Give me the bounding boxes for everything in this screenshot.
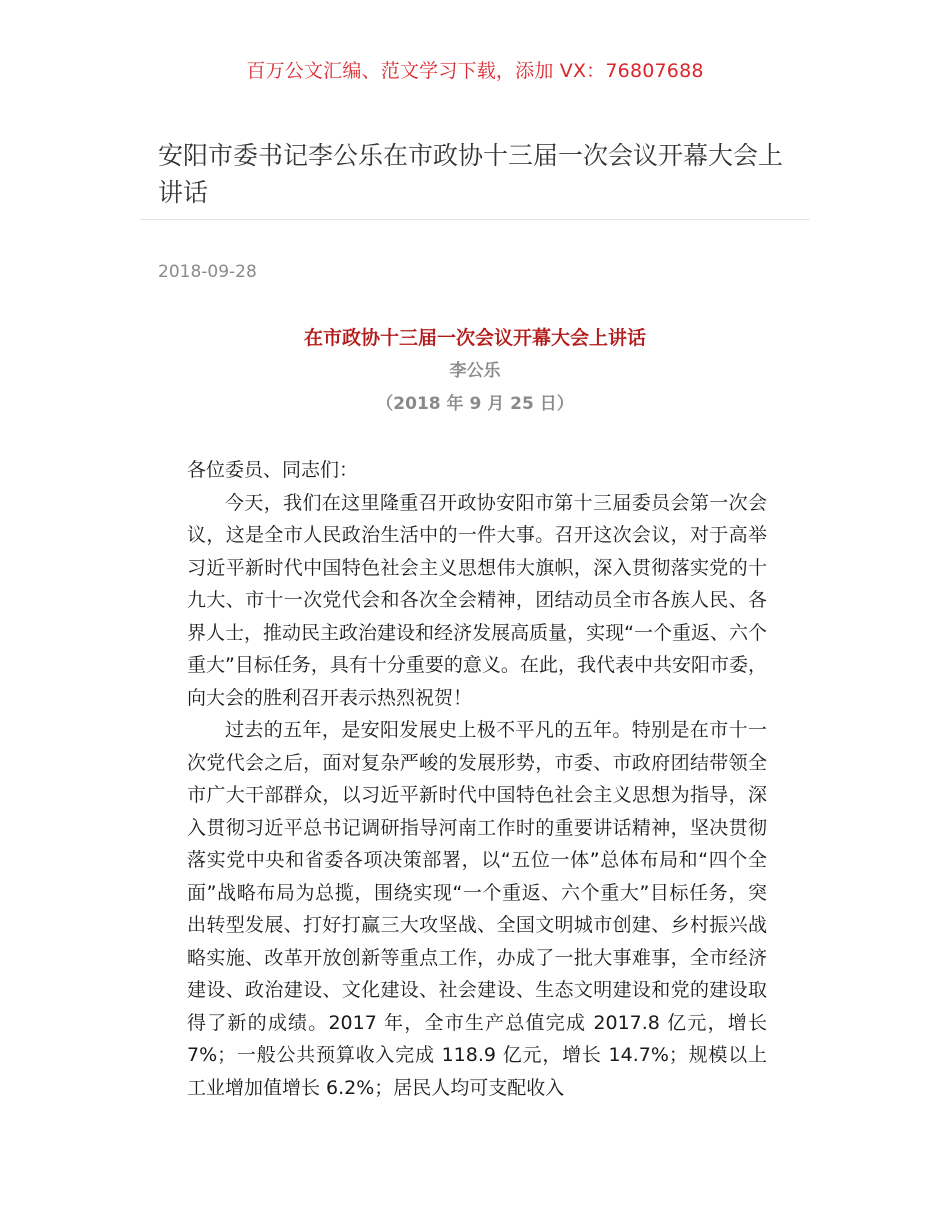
promo-banner: 百万公文汇编、范文学习下载，添加 VX：76807688 xyxy=(246,60,704,82)
paragraph: 今天，我们在这里隆重召开政协安阳市第十三届委员会第一次会议，这是全市人民政治生活中的一件大事。召开这次会议，对于高举习近平新时代中国特色社会主义思想伟大旗帜，深入贯彻落实党的十九大、市十一次党代会和各次全会精神，团结动员全市各族人民、各界人士，推动民主政治建设和经济发展高质量，实现“一个重返、六个重大”目标任务，具有十分重要的意义。在此，我代表中共安阳市委，向大会的胜利召开表示热烈祝贺！ xyxy=(187,491,767,709)
publish-date: 2018-09-28 xyxy=(158,262,257,282)
article-body xyxy=(187,454,767,1104)
paragraph: 过去的五年，是安阳发展史上极不平凡的五年。特别是在市十一次党代会之后，面对复杂严峻的发展形势，市委、市政府团结带领全市广大干部群众，以习近平新时代中国特色社会主义思想为指导，深入贯彻习近平总书记调研指导河南工作时的重要讲话精神，坚决贯彻落实党中央和省委各项决策部署，以“五位一体”总体布局和“四个全面”战略布局为总揽，围绕实现“一个重返、六个重大”目标任务，突出转型发展、打好打赢三大攻坚战、全国文明城市创建、乡村振兴战略实施、改革开放创新等重点工作，办成了一批大事难事，全市经济建设、政治建设、文化建设、社会建设、生态文明建设和党的建设取得了新的成绩。2017 年，全市生产总值完成 2017.8 亿元，增长 7%；一般公共预算收入完成 118.9 亿元，增长 14.7%；规模以上工业增加值增长 6.2%；居民人均可支配收入 xyxy=(187,719,767,1099)
greeting: 各位委员、同志们： xyxy=(187,459,359,481)
speech-author: 李公乐 xyxy=(449,361,501,381)
title-divider xyxy=(140,219,810,220)
article-title: 安阳市委书记李公乐在市政协十三届一次会议开幕大会上讲话 xyxy=(158,141,784,207)
speech-date: （2018 年 9 月 25 日） xyxy=(376,394,574,414)
speech-title: 在市政协十三届一次会议开幕大会上讲话 xyxy=(303,327,646,349)
speech-header xyxy=(0,322,950,420)
